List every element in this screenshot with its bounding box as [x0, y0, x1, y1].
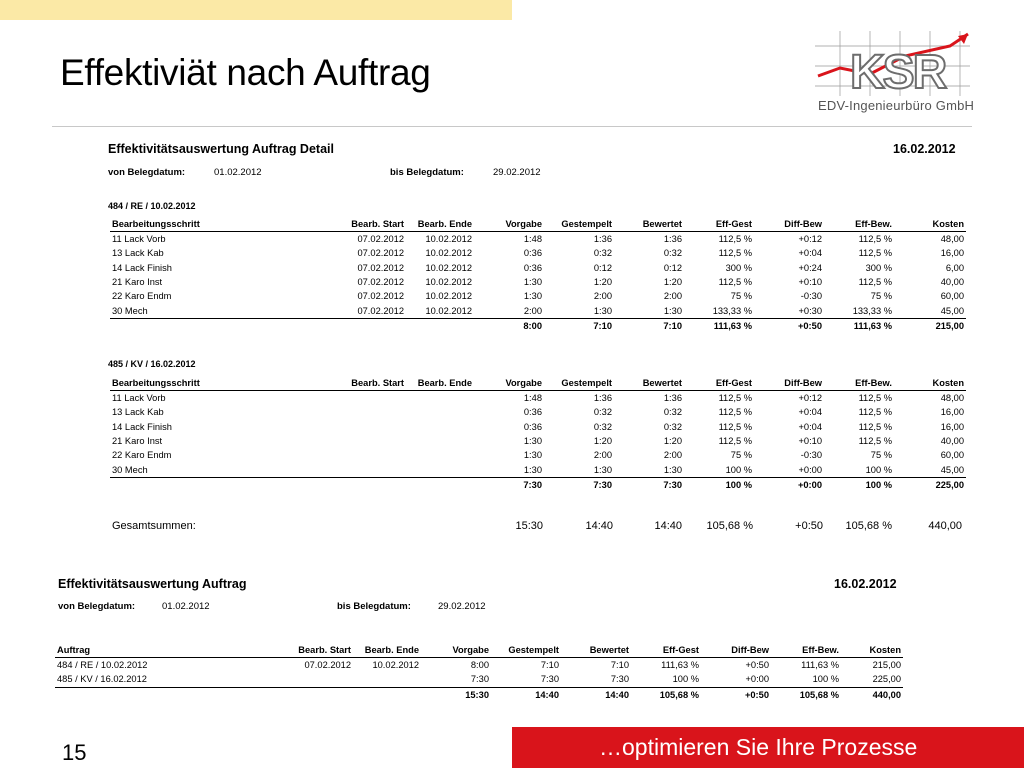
cell-ende [353, 672, 421, 687]
table-row [110, 462, 966, 477]
cell-bewertet: 0:32 [663, 248, 682, 259]
cell-gestempelt: 2:00 [593, 450, 612, 461]
cell-vorgabe: 2:00 [523, 305, 542, 316]
table-row [110, 405, 966, 419]
summary-von-value: 01.02.2012 [162, 601, 210, 612]
column-header-vorgabe: Vorgabe [474, 375, 544, 391]
column-header-eff-bew: Eff-Bew. [824, 216, 894, 232]
cell-name: 484 / RE / 10.02.2012 [57, 660, 148, 671]
cell-ende [406, 420, 474, 434]
summary-bis-value: 29.02.2012 [438, 601, 486, 612]
cell-bewertet: 1:20 [663, 277, 682, 288]
total-eff-bew: 100 % [824, 477, 894, 493]
total-eff-gest: 105,68 % [631, 687, 701, 703]
column-header-kosten: Kosten [894, 216, 966, 232]
cell-vorgabe: 0:36 [523, 262, 542, 273]
cell-ende: 10.02.2012 [425, 291, 472, 302]
cell-start [340, 420, 406, 434]
cell-name: 22 Karo Endm [112, 450, 172, 461]
summary-von-label: von Belegdatum: [58, 601, 136, 612]
cell-diff-bew: -0:30 [800, 291, 822, 302]
cell-start: 07.02.2012 [357, 277, 404, 288]
total-eff-bew: 111,63 % [824, 318, 894, 334]
cell-eff-gest: 75 % [730, 291, 752, 302]
cell-vorgabe: 1:30 [523, 450, 542, 461]
cell-ende [406, 462, 474, 477]
column-header-gestempelt: Gestempelt [544, 375, 614, 391]
cell-bewertet: 2:00 [663, 450, 682, 461]
footer-slogan: …optimieren Sie Ihre Prozesse [599, 734, 918, 760]
detail-bis-label: bis Belegdatum: [390, 167, 464, 178]
logo-text: KSR [850, 46, 946, 99]
cell-diff-bew: +0:10 [798, 277, 822, 288]
total-kosten: 440,00 [841, 687, 903, 703]
cell-vorgabe: 0:36 [523, 421, 542, 432]
cell-vorgabe: 1:48 [523, 234, 542, 245]
cell-diff-bew: +0:00 [745, 674, 769, 685]
cell-gestempelt: 1:36 [593, 234, 612, 245]
cell-diff-bew: +0:12 [798, 234, 822, 245]
cell-kosten: 40,00 [940, 277, 964, 288]
table-row [110, 448, 966, 462]
column-header-gestempelt: Gestempelt [491, 642, 561, 658]
cell-ende [406, 391, 474, 406]
cell-diff-bew: +0:30 [798, 305, 822, 316]
cell-gestempelt: 1:20 [593, 436, 612, 447]
table-header-row [110, 375, 966, 391]
column-header-eff-gest: Eff-Gest [631, 642, 701, 658]
cell-eff-gest: 300 % [725, 262, 752, 273]
column-header-eff-bew: Eff-Bew. [824, 375, 894, 391]
cell-start: 07.02.2012 [357, 248, 404, 259]
cell-start: 07.02.2012 [357, 234, 404, 245]
cell-name: 14 Lack Finish [112, 262, 172, 273]
cell-kosten: 45,00 [940, 464, 964, 475]
gesamt-eff-gest: 105,68 % [706, 520, 753, 532]
cell-vorgabe: 1:30 [523, 291, 542, 302]
table-row [110, 289, 966, 303]
cell-eff-gest: 75 % [730, 450, 752, 461]
detail-bis-value: 29.02.2012 [493, 167, 541, 178]
total-empty-cell [406, 477, 474, 493]
cell-bewertet: 0:32 [663, 421, 682, 432]
total-bewertet: 14:40 [561, 687, 631, 703]
cell-kosten: 60,00 [940, 291, 964, 302]
cell-ende: 10.02.2012 [425, 234, 472, 245]
total-empty-cell [55, 687, 285, 703]
cell-eff-gest: 112,5 % [718, 393, 752, 404]
column-header-diff-bew: Diff-Bew [754, 375, 824, 391]
cell-diff-bew: +0:04 [798, 407, 822, 418]
cell-ende: 10.02.2012 [425, 248, 472, 259]
gesamt-label: Gesamtsummen: [112, 520, 196, 532]
gesamt-diff-bew: +0:50 [795, 520, 823, 532]
total-empty-cell [110, 318, 340, 334]
total-gestempelt: 7:10 [544, 318, 614, 334]
detail-table-485 [110, 375, 966, 493]
summary-report-title: Effektivitätsauswertung Auftrag [58, 577, 247, 591]
table-row [55, 658, 903, 673]
column-header-start: Bearb. Start [340, 375, 406, 391]
cell-kosten: 16,00 [940, 421, 964, 432]
column-header-start: Bearb. Start [285, 642, 353, 658]
cell-eff-bew: 112,5 % [858, 234, 892, 245]
total-bewertet: 7:10 [614, 318, 684, 334]
column-header-ende: Bearb. Ende [353, 642, 421, 658]
gesamt-gestempelt: 14:40 [585, 520, 613, 532]
cell-eff-gest: 100 % [725, 464, 752, 475]
cell-bewertet: 1:36 [663, 393, 682, 404]
column-header-eff-gest: Eff-Gest [684, 375, 754, 391]
cell-ende: 10.02.2012 [425, 305, 472, 316]
cell-vorgabe: 7:30 [470, 674, 489, 685]
gesamt-bewertet: 14:40 [654, 520, 682, 532]
cell-name: 11 Lack Vorb [112, 234, 166, 245]
cell-bewertet: 2:00 [663, 291, 682, 302]
cell-start [340, 391, 406, 406]
total-empty-cell [353, 687, 421, 703]
total-empty-cell [406, 318, 474, 334]
cell-gestempelt: 1:20 [593, 277, 612, 288]
cell-kosten: 225,00 [872, 674, 901, 685]
detail-von-label: von Belegdatum: [108, 167, 186, 178]
total-empty-cell [110, 477, 340, 493]
cell-name: 13 Lack Kab [112, 407, 164, 418]
total-kosten: 215,00 [894, 318, 966, 334]
cell-eff-bew: 75 % [870, 450, 892, 461]
table-row [110, 246, 966, 260]
cell-bewertet: 7:10 [610, 660, 629, 671]
cell-bewertet: 1:30 [663, 305, 682, 316]
cell-vorgabe: 1:30 [523, 464, 542, 475]
column-header-name: Bearbeitungsschritt [110, 216, 340, 232]
cell-eff-bew: 75 % [870, 291, 892, 302]
cell-diff-bew: +0:24 [798, 262, 822, 273]
cell-name: 11 Lack Vorb [112, 393, 166, 404]
cell-eff-bew: 111,63 % [801, 660, 839, 671]
cell-gestempelt: 7:10 [540, 660, 559, 671]
cell-start: 07.02.2012 [357, 305, 404, 316]
table-total-row [55, 687, 903, 703]
cell-bewertet: 0:32 [663, 407, 682, 418]
cell-name: 30 Mech [112, 305, 148, 316]
cell-kosten: 60,00 [940, 450, 964, 461]
total-kosten: 225,00 [894, 477, 966, 493]
cell-ende: 10.02.2012 [425, 277, 472, 288]
cell-vorgabe: 1:48 [523, 393, 542, 404]
cell-gestempelt: 0:12 [593, 262, 612, 273]
cell-diff-bew: +0:12 [798, 393, 822, 404]
cell-gestempelt: 1:30 [593, 464, 612, 475]
table-row [55, 672, 903, 687]
page-number: 15 [62, 740, 87, 765]
cell-start: 07.02.2012 [357, 291, 404, 302]
total-diff-bew: +0:50 [754, 318, 824, 334]
detail-report-title: Effektivitätsauswertung Auftrag Detail [108, 142, 334, 156]
cell-diff-bew: -0:30 [800, 450, 822, 461]
column-header-diff-bew: Diff-Bew [754, 216, 824, 232]
cell-eff-bew: 133,33 % [852, 305, 892, 316]
detail-table-484 [110, 216, 966, 334]
cell-start [340, 434, 406, 448]
divider [52, 126, 972, 127]
cell-gestempelt: 7:30 [540, 674, 559, 685]
cell-vorgabe: 0:36 [523, 407, 542, 418]
detail-von-value: 01.02.2012 [214, 167, 262, 178]
cell-kosten: 40,00 [940, 436, 964, 447]
column-header-kosten: Kosten [841, 642, 903, 658]
cell-kosten: 45,00 [940, 305, 964, 316]
total-empty-cell [340, 318, 406, 334]
cell-kosten: 6,00 [945, 262, 964, 273]
cell-name: 485 / KV / 16.02.2012 [57, 674, 147, 685]
summary-table [55, 642, 903, 703]
cell-kosten: 16,00 [940, 407, 964, 418]
column-header-ende: Bearb. Ende [406, 216, 474, 232]
total-vorgabe: 8:00 [474, 318, 544, 334]
cell-bewertet: 7:30 [610, 674, 629, 685]
cell-diff-bew: +0:00 [798, 464, 822, 475]
summary-bis-label: bis Belegdatum: [337, 601, 411, 612]
section-label-484: 484 / RE / 10.02.2012 [108, 201, 196, 211]
column-header-eff-bew: Eff-Bew. [771, 642, 841, 658]
cell-bewertet: 1:20 [663, 436, 682, 447]
slide-title: Effektiviät nach Auftrag [60, 52, 431, 93]
cell-gestempelt: 1:30 [593, 305, 612, 316]
cell-eff-bew: 112,5 % [858, 277, 892, 288]
cell-eff-gest: 112,5 % [718, 421, 752, 432]
cell-name: 14 Lack Finish [112, 421, 172, 432]
cell-start [340, 462, 406, 477]
total-vorgabe: 15:30 [421, 687, 491, 703]
cell-kosten: 16,00 [940, 248, 964, 259]
cell-name: 13 Lack Kab [112, 248, 164, 259]
cell-eff-bew: 300 % [865, 262, 892, 273]
total-bewertet: 7:30 [614, 477, 684, 493]
gesamt-vorgabe: 15:30 [515, 520, 543, 532]
cell-eff-bew: 112,5 % [858, 393, 892, 404]
cell-vorgabe: 1:30 [523, 277, 542, 288]
gesamt-eff-bew: 105,68 % [845, 520, 892, 532]
detail-report-date: 16.02.2012 [893, 142, 956, 156]
column-header-vorgabe: Vorgabe [421, 642, 491, 658]
cell-ende [406, 434, 474, 448]
top-accent-bar [0, 0, 512, 20]
table-total-row [110, 318, 966, 334]
cell-eff-gest: 112,5 % [718, 234, 752, 245]
cell-gestempelt: 2:00 [593, 291, 612, 302]
cell-eff-bew: 112,5 % [858, 421, 892, 432]
cell-vorgabe: 1:30 [523, 436, 542, 447]
table-row [110, 420, 966, 434]
cell-bewertet: 1:30 [663, 464, 682, 475]
total-gestempelt: 14:40 [491, 687, 561, 703]
cell-eff-bew: 100 % [865, 464, 892, 475]
cell-gestempelt: 0:32 [593, 421, 612, 432]
cell-name: 22 Karo Endm [112, 291, 172, 302]
column-header-bewertet: Bewertet [561, 642, 631, 658]
cell-start: 07.02.2012 [304, 660, 351, 671]
cell-name: 21 Karo Inst [112, 277, 163, 288]
cell-eff-gest: 112,5 % [718, 248, 752, 259]
cell-bewertet: 1:36 [663, 234, 682, 245]
column-header-name: Bearbeitungsschritt [110, 375, 340, 391]
column-header-start: Bearb. Start [340, 216, 406, 232]
cell-start [340, 448, 406, 462]
column-header-eff-gest: Eff-Gest [684, 216, 754, 232]
cell-eff-gest: 112,5 % [718, 407, 752, 418]
cell-diff-bew: +0:50 [745, 660, 769, 671]
cell-ende [406, 405, 474, 419]
cell-start [285, 672, 353, 687]
table-row [110, 261, 966, 275]
cell-diff-bew: +0:04 [798, 248, 822, 259]
cell-vorgabe: 8:00 [470, 660, 489, 671]
table-row [110, 303, 966, 318]
cell-vorgabe: 0:36 [523, 248, 542, 259]
column-header-gestempelt: Gestempelt [544, 216, 614, 232]
cell-kosten: 215,00 [872, 660, 901, 671]
cell-kosten: 48,00 [940, 393, 964, 404]
table-total-row [110, 477, 966, 493]
cell-gestempelt: 1:36 [593, 393, 612, 404]
cell-gestempelt: 0:32 [593, 407, 612, 418]
cell-eff-bew: 100 % [812, 674, 839, 685]
table-row [110, 275, 966, 289]
table-row [110, 391, 966, 406]
total-diff-bew: +0:50 [701, 687, 771, 703]
table-row [110, 434, 966, 448]
table-header-row [110, 216, 966, 232]
total-empty-cell [285, 687, 353, 703]
cell-start: 07.02.2012 [357, 262, 404, 273]
cell-eff-bew: 112,5 % [858, 407, 892, 418]
column-header-bewertet: Bewertet [614, 375, 684, 391]
cell-eff-gest: 100 % [672, 674, 699, 685]
total-eff-gest: 111,63 % [684, 318, 754, 334]
column-header-bewertet: Bewertet [614, 216, 684, 232]
total-diff-bew: +0:00 [754, 477, 824, 493]
column-header-ende: Bearb. Ende [406, 375, 474, 391]
cell-eff-gest: 112,5 % [718, 277, 752, 288]
cell-eff-gest: 111,63 % [661, 660, 699, 671]
cell-diff-bew: +0:04 [798, 421, 822, 432]
total-eff-gest: 100 % [684, 477, 754, 493]
table-header-row [55, 642, 903, 658]
cell-ende [406, 448, 474, 462]
column-header-kosten: Kosten [894, 375, 966, 391]
column-header-diff-bew: Diff-Bew [701, 642, 771, 658]
cell-ende: 10.02.2012 [372, 660, 419, 671]
cell-name: 21 Karo Inst [112, 436, 163, 447]
cell-gestempelt: 0:32 [593, 248, 612, 259]
cell-ende: 10.02.2012 [425, 262, 472, 273]
logo-subtitle: EDV-Ingenieurbüro GmbH [818, 98, 975, 113]
table-row [110, 232, 966, 247]
summary-report-date: 16.02.2012 [834, 577, 897, 591]
cell-eff-gest: 133,33 % [712, 305, 752, 316]
gesamt-kosten: 440,00 [928, 520, 962, 532]
gesamtsummen-row [112, 520, 968, 534]
section-label-485: 485 / KV / 16.02.2012 [108, 359, 196, 369]
total-gestempelt: 7:30 [544, 477, 614, 493]
total-empty-cell [340, 477, 406, 493]
column-header-name: Auftrag [55, 642, 285, 658]
cell-eff-bew: 112,5 % [858, 436, 892, 447]
footer-banner [512, 727, 1024, 768]
cell-name: 30 Mech [112, 464, 148, 475]
cell-diff-bew: +0:10 [798, 436, 822, 447]
total-vorgabe: 7:30 [474, 477, 544, 493]
column-header-vorgabe: Vorgabe [474, 216, 544, 232]
cell-start [340, 405, 406, 419]
cell-eff-gest: 112,5 % [718, 436, 752, 447]
total-eff-bew: 105,68 % [771, 687, 841, 703]
cell-eff-bew: 112,5 % [858, 248, 892, 259]
cell-bewertet: 0:12 [663, 262, 682, 273]
cell-kosten: 48,00 [940, 234, 964, 245]
